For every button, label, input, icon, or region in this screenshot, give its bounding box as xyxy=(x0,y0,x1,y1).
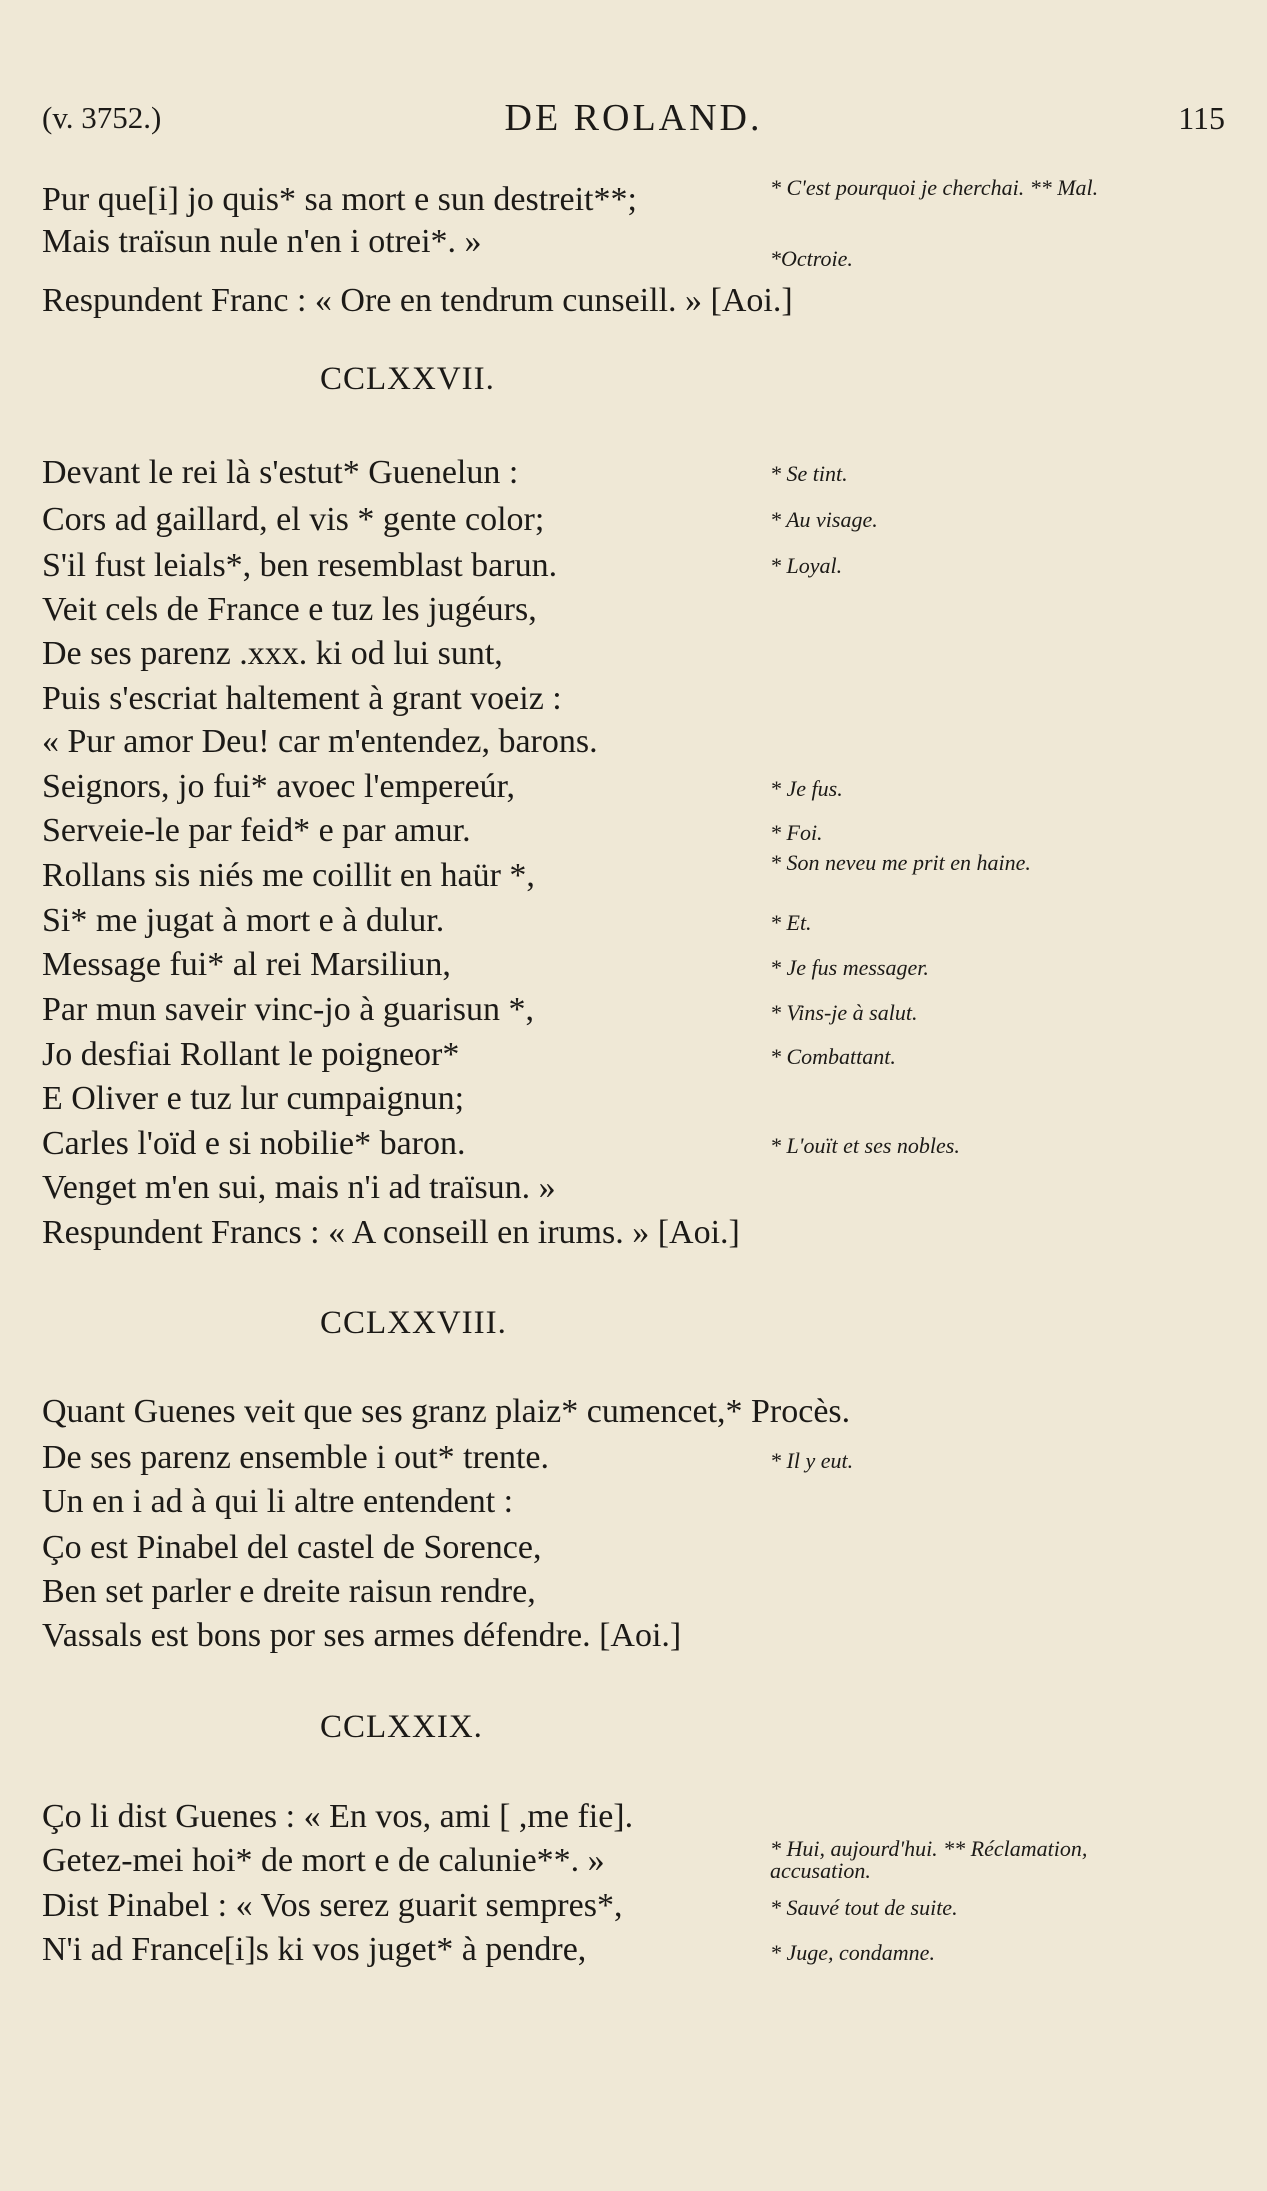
verse-line: Puis s'escriat haltement à grant voeiz : xyxy=(42,680,562,717)
verse-line: Veit cels de France e tuz les jugéurs, xyxy=(42,591,537,628)
verse-line: Cors ad gaillard, el vis * gente color; xyxy=(42,501,545,538)
side-note: * Foi. xyxy=(770,820,823,845)
verse-line: Getez-mei hoi* de mort e de calunie**. » xyxy=(42,1842,605,1879)
verse-line: De ses parenz ensemble i out* trente. xyxy=(42,1439,549,1476)
side-note: * Son neveu me prit en haine. xyxy=(770,850,1031,875)
verse-line: Vassals est bons por ses armes défendre. [Aoi.] xyxy=(42,1617,682,1654)
verse-line: Quant Guenes veit que ses granz plaiz* cumencet,* Procès. xyxy=(42,1393,851,1430)
side-note: * C'est pourquoi je cherchai. ** Mal. xyxy=(770,175,1099,200)
verse-line: Carles l'oïd e si nobilie* baron. xyxy=(42,1125,466,1162)
side-note: * Je fus messager. xyxy=(770,955,929,980)
side-note: * L'ouït et ses nobles. xyxy=(770,1133,960,1158)
side-note: * Hui, aujourd'hui. ** Réclamation, accusation. xyxy=(770,1836,1088,1883)
laisse-heading: CCLXXVIII. xyxy=(320,1305,507,1341)
verse-line: Devant le rei là s'estut* Guenelun : xyxy=(42,454,519,491)
laisse-heading: CCLXXVII. xyxy=(320,361,495,397)
verse-line: Si* me jugat à mort e à dulur. xyxy=(42,902,445,939)
verse-line: « Pur amor Deu! car m'entendez, barons. xyxy=(42,723,598,760)
page-number: 115 xyxy=(1178,100,1225,136)
verse-line: Message fui* al rei Marsiliun, xyxy=(42,946,451,983)
side-note: * Sauvé tout de suite. xyxy=(770,1895,958,1920)
verse-line: Rollans sis niés me coillit en haür *, xyxy=(42,857,535,894)
verse-line: Ço est Pinabel del castel de Sorence, xyxy=(42,1529,542,1566)
verse-line: Seignors, jo fui* avoec l'empereúr, xyxy=(42,768,516,805)
side-note: * Au visage. xyxy=(770,507,878,532)
laisse-heading: CCLXXIX. xyxy=(320,1709,483,1745)
verse-line: Respundent Franc : « Ore en tendrum cunseill. » [Aoi.] xyxy=(42,282,793,319)
verse-line: Dist Pinabel : « Vos serez guarit sempres*, xyxy=(42,1887,623,1924)
side-note: * Et. xyxy=(770,910,812,935)
side-note: * Il y eut. xyxy=(770,1448,854,1473)
verse-line: E Oliver e tuz lur cumpaignun; xyxy=(42,1080,465,1117)
side-note: * Je fus. xyxy=(770,776,843,801)
verse-line: Pur que[i] jo quis* sa mort e sun destreit**; xyxy=(42,181,637,218)
verse-line: Mais traïsun nule n'en i otrei*. » xyxy=(42,223,482,260)
running-title: DE ROLAND. xyxy=(504,97,763,139)
verse-line: Ben set parler e dreite raisun rendre, xyxy=(42,1573,536,1610)
verse-line: Venget m'en sui, mais n'i ad traïsun. » xyxy=(42,1169,556,1206)
side-note: * Loyal. xyxy=(770,553,843,578)
side-note: * Vins-je à salut. xyxy=(770,1000,918,1025)
running-header xyxy=(42,97,1225,150)
verse-line: Ço li dist Guenes : « En vos, ami [ ,me fie]. xyxy=(42,1798,634,1835)
verse-line: Respundent Francs : « A conseill en irums. » [Aoi.] xyxy=(42,1214,740,1251)
verse-line: Jo desfiai Rollant le poigneor* xyxy=(42,1036,460,1073)
verse-line: S'il fust leials*, ben resemblast barun. xyxy=(42,547,558,584)
side-note: * Combattant. xyxy=(770,1044,896,1069)
verse-line: Serveie-le par feid* e par amur. xyxy=(42,812,471,849)
verse-range: (v. 3752.) xyxy=(42,100,162,135)
verse-line: N'i ad France[i]s ki vos juget* à pendre, xyxy=(42,1931,587,1968)
verse-line: De ses parenz .xxx. ki od lui sunt, xyxy=(42,635,503,672)
side-note: * Se tint. xyxy=(770,461,848,486)
side-note: * Juge, condamne. xyxy=(770,1940,935,1965)
side-note: *Octroie. xyxy=(770,246,853,271)
verse-line: Un en i ad à qui li altre entendent : xyxy=(42,1483,514,1520)
verse-line: Par mun saveir vinc-jo à guarisun *, xyxy=(42,991,534,1028)
